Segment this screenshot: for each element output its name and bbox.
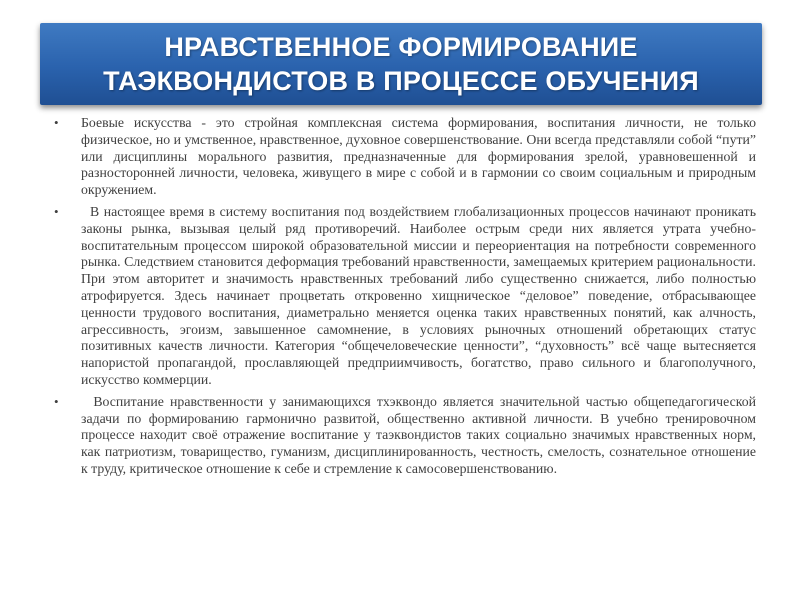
slide-title-line-1: НРАВСТВЕННОЕ ФОРМИРОВАНИЕ xyxy=(164,32,638,62)
paragraph-3 xyxy=(50,394,756,478)
paragraph-text: В настоящее время в систему воспитания под воздействием глобализационных процессов начинают проникать законы рынка, вызывая целый ряд противоречий. Наиболее острым среди них является утрата учебно-воспитательным процессом широкой образовательной миссии и переориентация на потребности современного рынка. Следствием становится деформация требований нравственности, замещаемых критерием рациональности. При этом авторитет и значимость нравственных требований либо существенно снижается, либо полностью атрофируется. Здесь начинает процветать откровенно хищническое “деловое” поведение, отбрасывающее ценности трудового воспитания, диаметрально меняется оценка таких нравственных понятий, как алчность, агрессивность, эгоизм, завышенное самомнение, в условиях рыночных отношений обретающих статус позитивных качеств личности. Категория “общечеловеческие ценности”, “духовность” всё чаще вытесняется напористой пропагандой, прославляющей предприимчивость, богатство, право сильного и благополучного, искусство коммерции. xyxy=(81,203,756,387)
bullet-icon: • xyxy=(54,393,59,409)
content-list xyxy=(50,115,756,483)
bullet-icon: • xyxy=(54,203,59,219)
paragraph-2 xyxy=(50,204,756,389)
paragraph-text: Боевые искусства - это стройная комплексная система формирования, воспитания личности, не только физическое, но и умственное, нравственное, духовное совершенствование. Они всегда представляли собой “пути” или дисциплины морального развития, предназначенные для формирования зрелой, уравновешенной и разносторонней личности, человека, живущего в мире с собой и в гармонии со своим социальным и природным окружением. xyxy=(81,115,756,198)
bullet-icon: • xyxy=(54,115,59,130)
slide-title-line-2: ТАЭКВОНДИСТОВ В ПРОЦЕССЕ ОБУЧЕНИЯ xyxy=(103,66,699,96)
paragraph-1 xyxy=(50,115,756,199)
paragraph-text: Воспитание нравственности у занимающихся тхэквондо является значительной частью общепедагогической задачи по формированию гармонично развитой, общественно активной личности. В учебно тренировочном процессе находит своё отражение воспитание у таэквондистов таких социально значимых нравственных норм, как патриотизм, товарищество, гуманизм, дисциплинированность, честность, смелость, сознательное отношение к труду, критическое отношение к себе и стремление к самосовершенствованию. xyxy=(81,393,756,476)
title-banner xyxy=(40,23,762,105)
